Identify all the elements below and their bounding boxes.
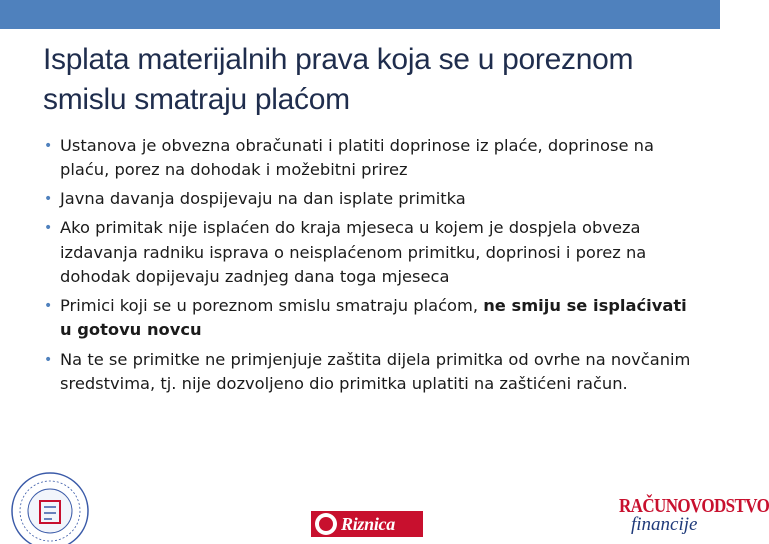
bullet-icon: •	[44, 191, 53, 208]
riznica-logo-text: Riznica	[341, 513, 395, 534]
seal-icon	[2, 463, 98, 540]
bullet-emphasis: ne smiju se isplaćivati u gotovu novcu	[60, 296, 687, 340]
bullet-icon: •	[44, 220, 53, 237]
institution-seal-logo	[2, 463, 98, 540]
slide-title: Isplata materijalnih prava koja se u poreznom smislu smatraju plaćom	[43, 43, 634, 116]
bullet-text: Javna davanja dospijevaju na dan isplate primitka	[60, 189, 466, 209]
bullet-text: Na te se primitke ne primjenjuje zaštita dijela primitka od ovrhe na novčanim sredstvima, tj. nije dozvoljeno dio primitka uplatiti na zaštićeni račun.	[60, 349, 691, 393]
racunovodstvo-logo-subtitle: financije	[631, 514, 698, 535]
top-accent-bar	[0, 0, 720, 29]
bullet-item	[44, 294, 694, 343]
bullet-item	[44, 134, 694, 183]
bullet-icon: •	[44, 138, 53, 154]
bullet-text: Primici koji se u poreznom smislu smatraju plaćom,	[60, 296, 484, 316]
bullet-list	[44, 134, 694, 401]
riznica-emblem-icon	[315, 513, 337, 535]
racunovodstvo-logo-title: RAČUNOVODSTVO	[619, 493, 769, 517]
racunovodstvo-logo	[619, 493, 769, 540]
bullet-item	[44, 216, 694, 289]
bullet-text: Ako primitak nije isplaćen do kraja mjeseca u kojem je dospjela obveza izdavanja radniku isprava o neisplaćenom primitku, doprinosi i porez na dohodak dopijevaju zadnjeg dana toga mjeseca	[60, 218, 647, 287]
bullet-icon: •	[44, 351, 53, 368]
bullet-item	[44, 348, 694, 397]
bullet-item	[44, 187, 694, 211]
bullet-icon: •	[44, 298, 53, 315]
riznica-logo	[311, 511, 423, 537]
bullet-text: Ustanova je obvezna obračunati i platiti doprinose iz plaće, doprinose na plaću, porez na dohodak i možebitni prirez	[60, 136, 654, 180]
